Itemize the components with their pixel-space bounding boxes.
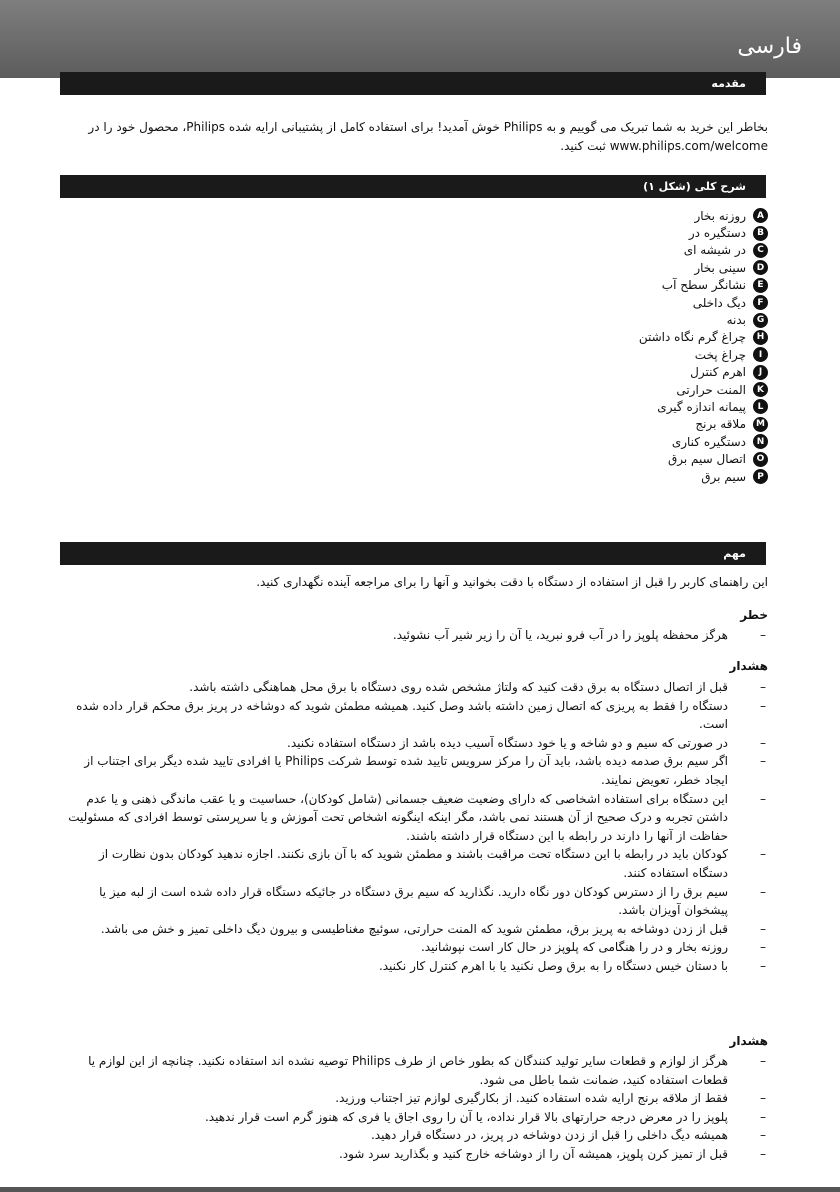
bullet-text: هرگز محفظه پلوپز را در آب فرو نبرید، یا آن را زیر شیر آب نشوئید. <box>392 628 728 642</box>
letter-badge: I <box>753 347 768 362</box>
letter-badge: P <box>753 469 768 484</box>
caution-heading: هشدار <box>729 1034 768 1048</box>
letter-badge: H <box>753 330 768 345</box>
overview-item-label: المنت حرارتی <box>676 382 746 397</box>
page-header <box>0 0 840 78</box>
overview-item-label: در شیشه ای <box>683 243 746 258</box>
overview-item <box>639 416 768 433</box>
letter-badge: O <box>753 452 768 467</box>
bullet-item <box>64 1108 768 1127</box>
overview-item-label: چراغ پخت <box>694 347 746 362</box>
dash-marker: – <box>760 1128 766 1143</box>
overview-item <box>639 329 768 346</box>
overview-item-label: ملاقه برنج <box>695 417 746 432</box>
letter-badge: G <box>753 313 768 328</box>
overview-item-label: دستگیره کناری <box>671 434 746 449</box>
important-paragraph: این راهنمای کاربر را قبل از استفاده از دستگاه با دقت بخوانید و آنها را برای مراجعه آینده نگهداری کنید. <box>256 575 768 589</box>
bullet-text: همیشه دیگ داخلی را قبل از زدن دوشاخه در پریز، در دستگاه قرار دهید. <box>370 1128 728 1143</box>
letter-badge: D <box>753 260 768 275</box>
section-bar-overview: شرح کلی (شکل ۱) <box>60 175 766 198</box>
bullet-item <box>64 626 768 645</box>
bullet-item <box>64 920 768 939</box>
dash-marker: – <box>760 847 766 862</box>
overview-item-label: دستگیره در <box>688 226 746 241</box>
dash-marker: – <box>760 884 766 899</box>
bullet-item <box>64 1145 768 1164</box>
overview-item-label: دیگ داخلی <box>692 295 746 310</box>
letter-badge: N <box>753 434 768 449</box>
bullet-item <box>64 938 768 957</box>
overview-item <box>639 207 768 224</box>
section-bar-important: مهم <box>60 542 766 565</box>
dash-marker: – <box>760 921 766 936</box>
bullet-item <box>64 734 768 753</box>
letter-badge: K <box>753 382 768 397</box>
bullet-item <box>64 1089 768 1108</box>
bullet-text: هرگز از لوازم و قطعات سایر تولید کنندگان که بطور خاص از طرف Philips توصیه نشده اند استفاده نکنید. چنانچه از این لوازم یا قطعات استفاده کنید، ضمانت شما باطل می شود. <box>88 1054 728 1087</box>
bullet-item <box>64 883 768 920</box>
bullet-text: پلوپز را در معرض درجه حرارتهای بالا قرار نداده، یا آن را روی اجاق یا فری که هنوز گرم است قرار ندهید. <box>204 1109 728 1124</box>
overview-item-label: سینی بخار <box>694 260 746 275</box>
bullet-item <box>64 1052 768 1089</box>
bullet-text: فقط از ملاقه برنج ارایه شده استفاده کنید. از بکارگیری لوازم تیز اجتناب ورزید. <box>335 1091 728 1106</box>
overview-item <box>639 433 768 450</box>
letter-badge: J <box>753 365 768 380</box>
overview-item <box>639 381 768 398</box>
letter-badge: B <box>753 226 768 241</box>
dash-marker: – <box>760 735 766 750</box>
dash-marker: – <box>760 940 766 955</box>
overview-item-label: اهرم کنترل <box>690 365 746 380</box>
overview-item <box>639 450 768 467</box>
overview-item-label: اتصال سیم برق <box>667 452 746 467</box>
bullet-item <box>64 957 768 976</box>
dash-marker: – <box>760 1109 766 1124</box>
bullet-text: قبل از زدن دوشاخه به پریز برق، مطمئن شوید که المنت حرارتی، سوئیچ مغناطیسی و بیرون دیگ داخلی تمیز و خش می باشد. <box>100 921 728 936</box>
bullet-item <box>64 790 768 846</box>
dash-marker: – <box>760 698 766 713</box>
bullet-text: کودکان باید در رابطه با این دستگاه تحت مراقبت باشند و مطمئن شوید که با آن بازی نکنند. اجازه ندهید کودکان بدون نظارت از دستگاه استفاده کنند. <box>98 847 728 880</box>
intro-paragraph: بخاطر این خرید به شما تبریک می گوییم و به Philips خوش آمدید! برای استفاده کامل از پشتیبانی ارایه شده Philips، محصول خود را در www.philips.com/welcome ثبت کنید. <box>88 120 768 153</box>
overview-item <box>639 242 768 259</box>
overview-item-label: روزنه بخار <box>694 208 746 223</box>
dash-marker: – <box>760 1054 766 1068</box>
bullet-item <box>64 697 768 734</box>
dash-marker: – <box>760 1146 766 1161</box>
letter-badge: L <box>753 399 768 414</box>
language-title: فارسی <box>737 34 802 59</box>
dash-marker: – <box>760 791 766 806</box>
overview-item <box>639 346 768 363</box>
letter-badge: M <box>753 417 768 432</box>
bullet-text: قبل از اتصال دستگاه به برق دقت کنید که ولتاژ مشخص شده روی دستگاه با برق محل هماهنگی داشته باشد. <box>189 680 728 694</box>
bullet-text: در صورتی که سیم و دو شاخه و یا خود دستگاه آسیب دیده باشد از دستگاه استفاده نکنید. <box>287 735 728 750</box>
bullet-text: روزنه بخار و در را هنگامی که پلوپز در حال کار است نپوشانید. <box>420 940 728 955</box>
bullet-text: با دستان خیس دستگاه را به برق وصل نکنید یا با اهرم کنترل کار نکنید. <box>378 958 728 973</box>
bullet-text: این دستگاه برای استفاده اشخاصی که دارای وضعیت ضعیف جسمانی (شامل کودکان)، حساسیت و یا عقب ماندگی ذهنی و یا عدم داشتن تجربه و درک صحیح از آن هستند نمی باشد، مگر اینکه اینگونه اشخاص تحت آموزش و یا سرپرستی توسط افرادی که مسئولیت حفاظت از آنها را دارند در رابطه با این دستگاه قرار داشته باشند. <box>68 791 728 843</box>
overview-item-label: چراغ گرم نگاه داشتن <box>638 330 746 345</box>
overview-item <box>639 224 768 241</box>
dash-marker: – <box>760 958 766 973</box>
overview-item <box>639 364 768 381</box>
danger-heading: خطر <box>740 608 768 622</box>
overview-item-label: پیمانه اندازه گیری <box>657 399 746 414</box>
warning-list <box>64 678 768 976</box>
bullet-item <box>64 845 768 882</box>
letter-badge: E <box>753 278 768 293</box>
bullet-item <box>64 1126 768 1145</box>
overview-item-label: نشانگر سطح آب <box>661 278 746 293</box>
dash-marker: – <box>760 628 766 642</box>
overview-item-label: سیم برق <box>701 469 746 484</box>
overview-list <box>639 207 768 485</box>
overview-item <box>639 311 768 328</box>
section-bar-intro: مقدمه <box>60 72 766 95</box>
overview-item <box>639 277 768 294</box>
letter-badge: C <box>753 243 768 258</box>
overview-item <box>639 259 768 276</box>
dash-marker: – <box>760 1091 766 1106</box>
bullet-text: دستگاه را فقط به پریزی که اتصال زمین داشته باشد وصل کنید. همیشه مطمئن شوید که دوشاخه در پریز برق محکم قرار داده شده است. <box>76 698 728 732</box>
bullet-text: اگر سیم برق صدمه دیده باشد، باید آن را مرکز سرویس تایید شده توسط شرکت Philips یا افرادی تایید شده دیگر برای اجتناب از ایجاد خطر، تعویض نمایند. <box>84 754 728 787</box>
dash-marker: – <box>760 680 766 694</box>
letter-badge: F <box>753 295 768 310</box>
bullet-text: سیم برق را از دسترس کودکان دور نگاه دارید. نگذارید که سیم برق دستگاه در جائیکه دستگاه قرار داده شده است از لبه میز یا پیشخوان آویزان باشد. <box>99 884 728 918</box>
overview-item-label: بدنه <box>726 313 746 328</box>
bullet-item <box>64 678 768 697</box>
overview-item <box>639 294 768 311</box>
bullet-text: قبل از تمیز کرن پلوپز، همیشه آن را از دوشاخه خارج کنید و بگذارید سرد شود. <box>338 1146 728 1161</box>
danger-list <box>64 626 768 645</box>
caution-list <box>64 1052 768 1164</box>
overview-item <box>639 468 768 485</box>
bottom-rule <box>0 1187 840 1192</box>
warning-heading: هشدار <box>729 659 768 673</box>
overview-item <box>639 398 768 415</box>
dash-marker: – <box>760 754 766 769</box>
bullet-item <box>64 752 768 789</box>
letter-badge: A <box>753 208 768 223</box>
